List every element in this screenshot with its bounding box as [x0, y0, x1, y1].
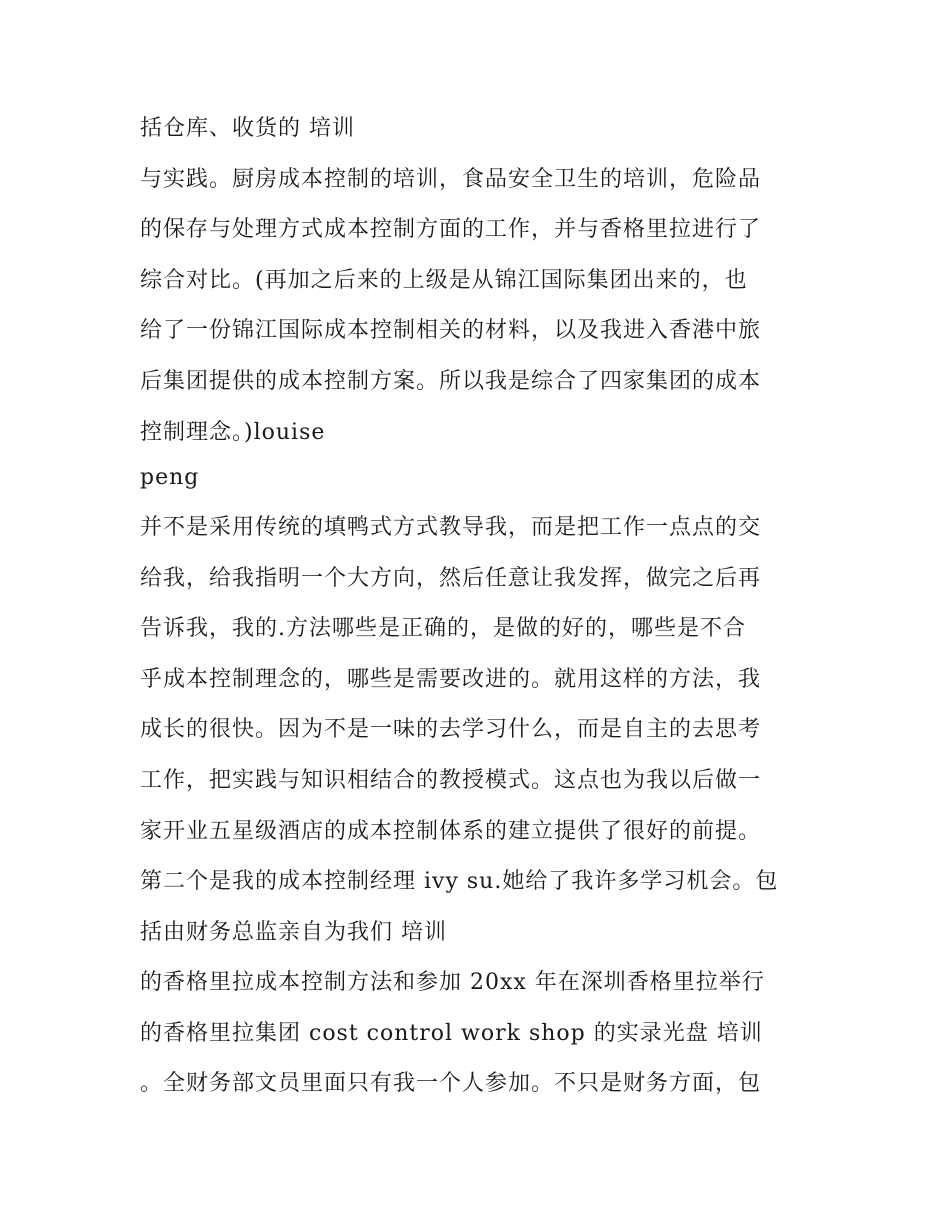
text-line: 乎成本控制理念的，哪些是需要改进的。就用这样的方法，我 — [140, 667, 762, 692]
text-line: 告诉我，我的.方法哪些是正确的，是做的好的，哪些是不合 — [140, 616, 746, 641]
text-line: 的香格里拉成本控制方法和参加 20xx 年在深圳香格里拉举行 — [140, 970, 765, 995]
text-line: 给了一份锦江国际成本控制相关的材料，以及我进入香港中旅 — [140, 318, 762, 343]
text-line: 后集团提供的成本控制方案。所以我是综合了四家集团的成本 — [140, 369, 762, 394]
text-line: peng — [140, 465, 200, 490]
text-line: 给我，给我指明一个大方向，然后任意让我发挥，做完之后再 — [140, 566, 762, 591]
text-line: 的香格里拉集团 cost control work shop 的实录光盘 培训 — [140, 1021, 763, 1046]
text-line: 。全财务部文员里面只有我一个人参加。不只是财务方面，包 — [140, 1071, 762, 1096]
text-line: 括仓库、收货的 培训 — [140, 116, 355, 141]
text-line: 与实践。厨房成本控制的培训，食品安全卫生的培训，危险品 — [140, 167, 762, 192]
text-line: 括由财务总监亲自为我们 培训 — [140, 920, 447, 945]
text-line: 综合对比。(再加之后来的上级是从锦江国际集团出来的，也 — [140, 268, 748, 293]
text-line: 工作，把实践与知识相结合的教授模式。这点也为我以后做一 — [140, 768, 762, 793]
text-line: 家开业五星级酒店的成本控制体系的建立提供了很好的前提。 — [140, 819, 762, 844]
text-line: 的保存与处理方式成本控制方面的工作，并与香格里拉进行了 — [140, 217, 762, 242]
text-line: 控制理念。)louise — [140, 420, 326, 445]
text-line: 第二个是我的成本控制经理 ivy su.她给了我许多学习机会。包 — [140, 869, 779, 894]
text-line: 并不是采用传统的填鸭式方式教导我，而是把工作一点点的交 — [140, 515, 762, 540]
text-line: 成长的很快。因为不是一味的去学习什么，而是自主的去思考 — [140, 717, 762, 742]
